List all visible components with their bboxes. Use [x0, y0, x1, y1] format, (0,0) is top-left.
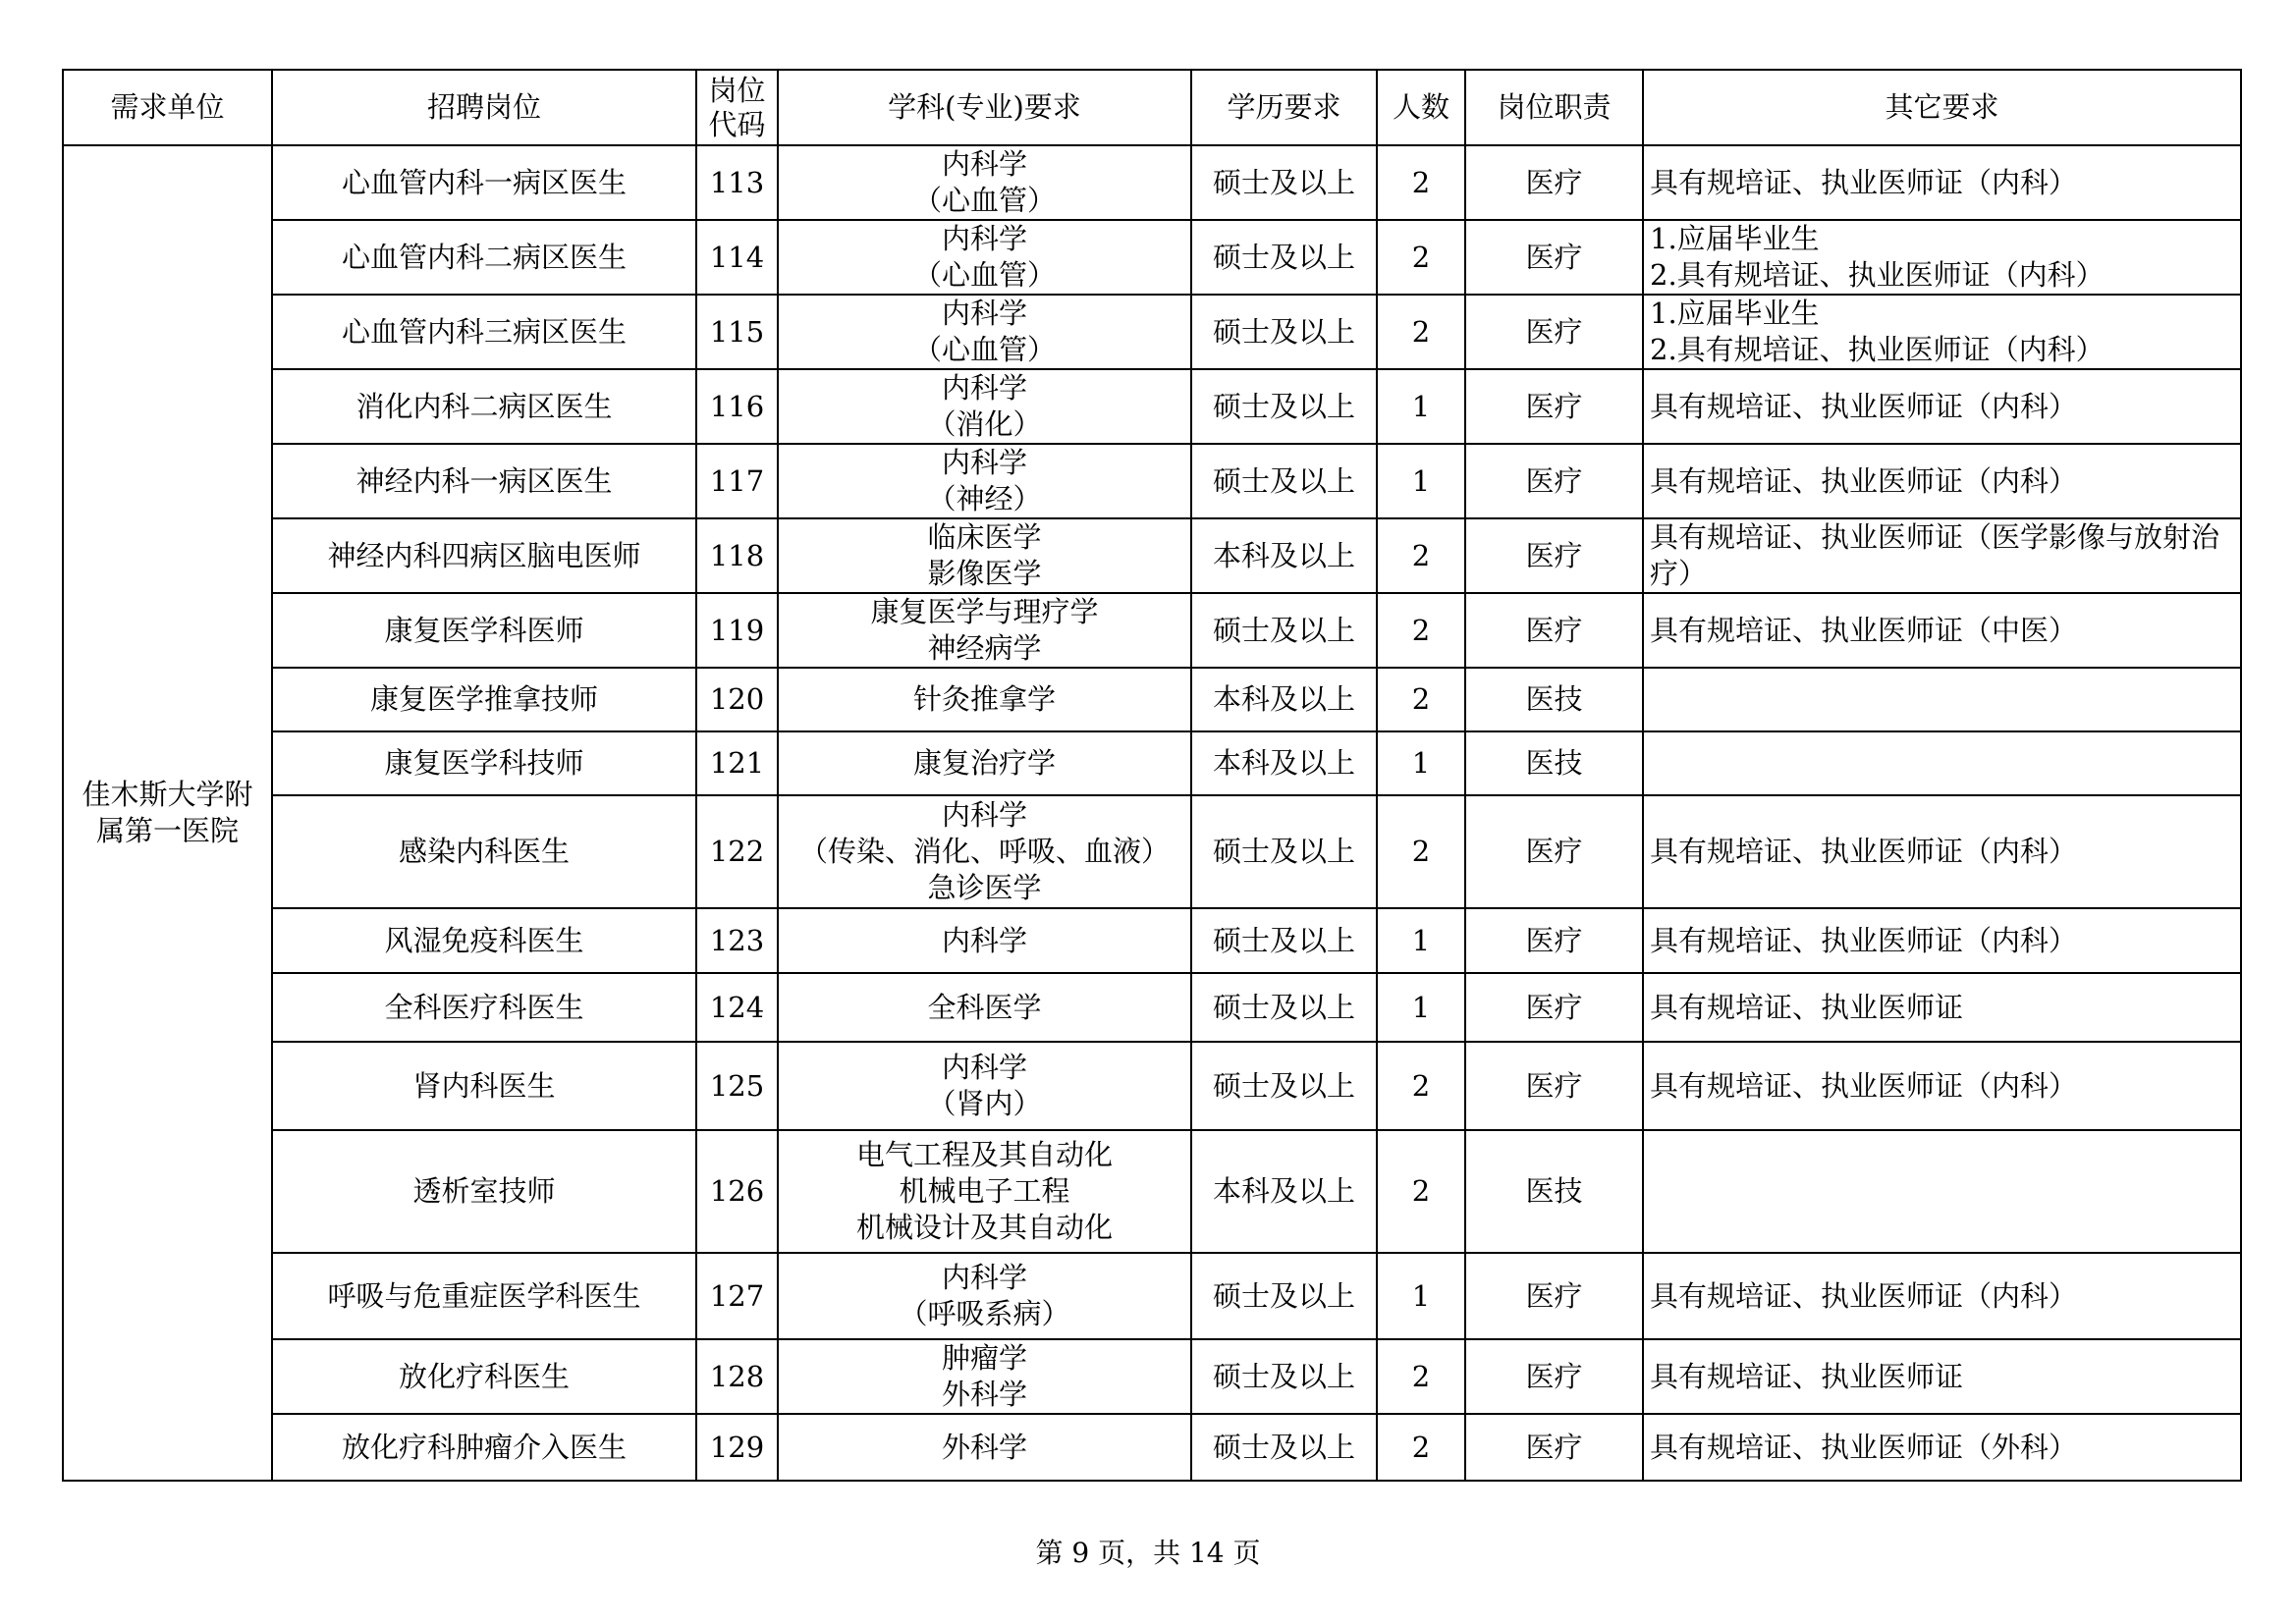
position-cell: 康复医学科技师 — [272, 731, 696, 795]
education-cell: 本科及以上 — [1191, 668, 1377, 731]
count-cell: 2 — [1377, 295, 1465, 369]
header-position: 招聘岗位 — [272, 70, 696, 145]
table-row — [63, 973, 2241, 1042]
education-cell: 硕士及以上 — [1191, 908, 1377, 973]
major-cell: 康复医学与理疗学 神经病学 — [778, 593, 1191, 668]
code-cell: 124 — [696, 973, 778, 1042]
page-footer: 第 9 页，共 14 页 — [1035, 1537, 1261, 1569]
other-cell: 具有规培证、执业医师证（中医） — [1643, 593, 2241, 668]
major-cell: 内科学 （心血管） — [778, 295, 1191, 369]
education-cell: 硕士及以上 — [1191, 369, 1377, 444]
other-cell: 具有规培证、执业医师证（外科） — [1643, 1414, 2241, 1481]
position-cell: 康复医学科医师 — [272, 593, 696, 668]
table-row — [63, 908, 2241, 973]
other-cell — [1643, 1130, 2241, 1253]
code-cell: 122 — [696, 795, 778, 908]
code-cell: 121 — [696, 731, 778, 795]
education-cell: 硕士及以上 — [1191, 593, 1377, 668]
position-cell: 神经内科四病区脑电医师 — [272, 518, 696, 593]
position-cell: 全科医疗科医生 — [272, 973, 696, 1042]
duty-cell: 医疗 — [1465, 444, 1643, 518]
table-row — [63, 220, 2241, 295]
code-cell: 119 — [696, 593, 778, 668]
code-cell: 126 — [696, 1130, 778, 1253]
table-row — [63, 668, 2241, 731]
table-row — [63, 795, 2241, 908]
code-cell: 113 — [696, 145, 778, 220]
header-major: 学科(专业)要求 — [778, 70, 1191, 145]
count-cell: 2 — [1377, 1414, 1465, 1481]
position-cell: 放化疗科医生 — [272, 1339, 696, 1414]
other-cell: 具有规培证、执业医师证（内科） — [1643, 369, 2241, 444]
position-cell: 心血管内科一病区医生 — [272, 145, 696, 220]
table-row — [63, 295, 2241, 369]
position-cell: 呼吸与危重症医学科医生 — [272, 1253, 696, 1339]
header-education: 学历要求 — [1191, 70, 1377, 145]
count-cell: 2 — [1377, 1339, 1465, 1414]
other-cell: 1.应届毕业生 2.具有规培证、执业医师证（内科） — [1643, 220, 2241, 295]
count-cell: 2 — [1377, 668, 1465, 731]
count-cell: 2 — [1377, 1042, 1465, 1130]
header-row — [63, 70, 2241, 145]
code-cell: 129 — [696, 1414, 778, 1481]
count-cell: 2 — [1377, 518, 1465, 593]
duty-cell: 医疗 — [1465, 908, 1643, 973]
code-cell: 118 — [696, 518, 778, 593]
duty-cell: 医疗 — [1465, 220, 1643, 295]
education-cell: 本科及以上 — [1191, 731, 1377, 795]
education-cell: 硕士及以上 — [1191, 1339, 1377, 1414]
major-cell: 内科学 （心血管） — [778, 145, 1191, 220]
table-row — [63, 593, 2241, 668]
count-cell: 1 — [1377, 731, 1465, 795]
duty-cell: 医疗 — [1465, 518, 1643, 593]
unit-cell: 佳木斯大学附 属第一医院 — [63, 145, 272, 1481]
duty-cell: 医疗 — [1465, 145, 1643, 220]
duty-cell: 医疗 — [1465, 795, 1643, 908]
education-cell: 硕士及以上 — [1191, 1253, 1377, 1339]
duty-cell: 医技 — [1465, 668, 1643, 731]
recruitment-table — [62, 69, 2242, 1482]
code-cell: 114 — [696, 220, 778, 295]
header-count: 人数 — [1377, 70, 1465, 145]
other-cell — [1643, 668, 2241, 731]
header-other: 其它要求 — [1643, 70, 2241, 145]
position-cell: 消化内科二病区医生 — [272, 369, 696, 444]
table-row — [63, 731, 2241, 795]
header-code: 岗位 代码 — [696, 70, 778, 145]
count-cell: 2 — [1377, 1130, 1465, 1253]
education-cell: 硕士及以上 — [1191, 145, 1377, 220]
position-cell: 心血管内科三病区医生 — [272, 295, 696, 369]
header-unit: 需求单位 — [63, 70, 272, 145]
duty-cell: 医疗 — [1465, 1339, 1643, 1414]
education-cell: 硕士及以上 — [1191, 1414, 1377, 1481]
other-cell: 具有规培证、执业医师证（医学影像与放射治疗） — [1643, 518, 2241, 593]
code-cell: 115 — [696, 295, 778, 369]
count-cell: 2 — [1377, 220, 1465, 295]
education-cell: 硕士及以上 — [1191, 444, 1377, 518]
major-cell: 针灸推拿学 — [778, 668, 1191, 731]
education-cell: 硕士及以上 — [1191, 220, 1377, 295]
education-cell: 硕士及以上 — [1191, 973, 1377, 1042]
count-cell: 2 — [1377, 145, 1465, 220]
major-cell: 内科学 — [778, 908, 1191, 973]
count-cell: 2 — [1377, 593, 1465, 668]
major-cell: 内科学 （消化） — [778, 369, 1191, 444]
table-row — [63, 369, 2241, 444]
major-cell: 内科学 （神经） — [778, 444, 1191, 518]
code-cell: 117 — [696, 444, 778, 518]
major-cell: 全科医学 — [778, 973, 1191, 1042]
other-cell: 具有规培证、执业医师证（内科） — [1643, 795, 2241, 908]
major-cell: 内科学 （传染、消化、呼吸、血液） 急诊医学 — [778, 795, 1191, 908]
position-cell: 心血管内科二病区医生 — [272, 220, 696, 295]
table-row — [63, 145, 2241, 220]
table-row — [63, 444, 2241, 518]
count-cell: 1 — [1377, 1253, 1465, 1339]
count-cell: 1 — [1377, 973, 1465, 1042]
other-cell: 具有规培证、执业医师证 — [1643, 973, 2241, 1042]
major-cell: 临床医学 影像医学 — [778, 518, 1191, 593]
table-row — [63, 518, 2241, 593]
duty-cell: 医技 — [1465, 731, 1643, 795]
position-cell: 肾内科医生 — [272, 1042, 696, 1130]
duty-cell: 医技 — [1465, 1130, 1643, 1253]
major-cell: 内科学 （肾内） — [778, 1042, 1191, 1130]
major-cell: 电气工程及其自动化 机械电子工程 机械设计及其自动化 — [778, 1130, 1191, 1253]
code-cell: 128 — [696, 1339, 778, 1414]
count-cell: 2 — [1377, 795, 1465, 908]
count-cell: 1 — [1377, 444, 1465, 518]
table-row — [63, 1042, 2241, 1130]
position-cell: 感染内科医生 — [272, 795, 696, 908]
position-cell: 康复医学推拿技师 — [272, 668, 696, 731]
duty-cell: 医疗 — [1465, 369, 1643, 444]
table-row — [63, 1253, 2241, 1339]
position-cell: 透析室技师 — [272, 1130, 696, 1253]
position-cell: 放化疗科肿瘤介入医生 — [272, 1414, 696, 1481]
header-duty: 岗位职责 — [1465, 70, 1643, 145]
other-cell: 具有规培证、执业医师证（内科） — [1643, 1042, 2241, 1130]
duty-cell: 医疗 — [1465, 973, 1643, 1042]
duty-cell: 医疗 — [1465, 593, 1643, 668]
major-cell: 内科学 （心血管） — [778, 220, 1191, 295]
other-cell — [1643, 731, 2241, 795]
count-cell: 1 — [1377, 369, 1465, 444]
code-cell: 127 — [696, 1253, 778, 1339]
duty-cell: 医疗 — [1465, 1414, 1643, 1481]
table-row — [63, 1414, 2241, 1481]
education-cell: 硕士及以上 — [1191, 1042, 1377, 1130]
position-cell: 神经内科一病区医生 — [272, 444, 696, 518]
table-row — [63, 1130, 2241, 1253]
code-cell: 120 — [696, 668, 778, 731]
duty-cell: 医疗 — [1465, 1042, 1643, 1130]
major-cell: 肿瘤学 外科学 — [778, 1339, 1191, 1414]
other-cell: 具有规培证、执业医师证（内科） — [1643, 444, 2241, 518]
position-cell: 风湿免疫科医生 — [272, 908, 696, 973]
education-cell: 本科及以上 — [1191, 1130, 1377, 1253]
other-cell: 具有规培证、执业医师证（内科） — [1643, 145, 2241, 220]
major-cell: 内科学 （呼吸系病） — [778, 1253, 1191, 1339]
education-cell: 硕士及以上 — [1191, 295, 1377, 369]
code-cell: 123 — [696, 908, 778, 973]
duty-cell: 医疗 — [1465, 295, 1643, 369]
other-cell: 具有规培证、执业医师证（内科） — [1643, 1253, 2241, 1339]
other-cell: 1.应届毕业生 2.具有规培证、执业医师证（内科） — [1643, 295, 2241, 369]
education-cell: 本科及以上 — [1191, 518, 1377, 593]
education-cell: 硕士及以上 — [1191, 795, 1377, 908]
code-cell: 116 — [696, 369, 778, 444]
duty-cell: 医疗 — [1465, 1253, 1643, 1339]
table-row — [63, 1339, 2241, 1414]
major-cell: 康复治疗学 — [778, 731, 1191, 795]
major-cell: 外科学 — [778, 1414, 1191, 1481]
other-cell: 具有规培证、执业医师证 — [1643, 1339, 2241, 1414]
count-cell: 1 — [1377, 908, 1465, 973]
other-cell: 具有规培证、执业医师证（内科） — [1643, 908, 2241, 973]
code-cell: 125 — [696, 1042, 778, 1130]
